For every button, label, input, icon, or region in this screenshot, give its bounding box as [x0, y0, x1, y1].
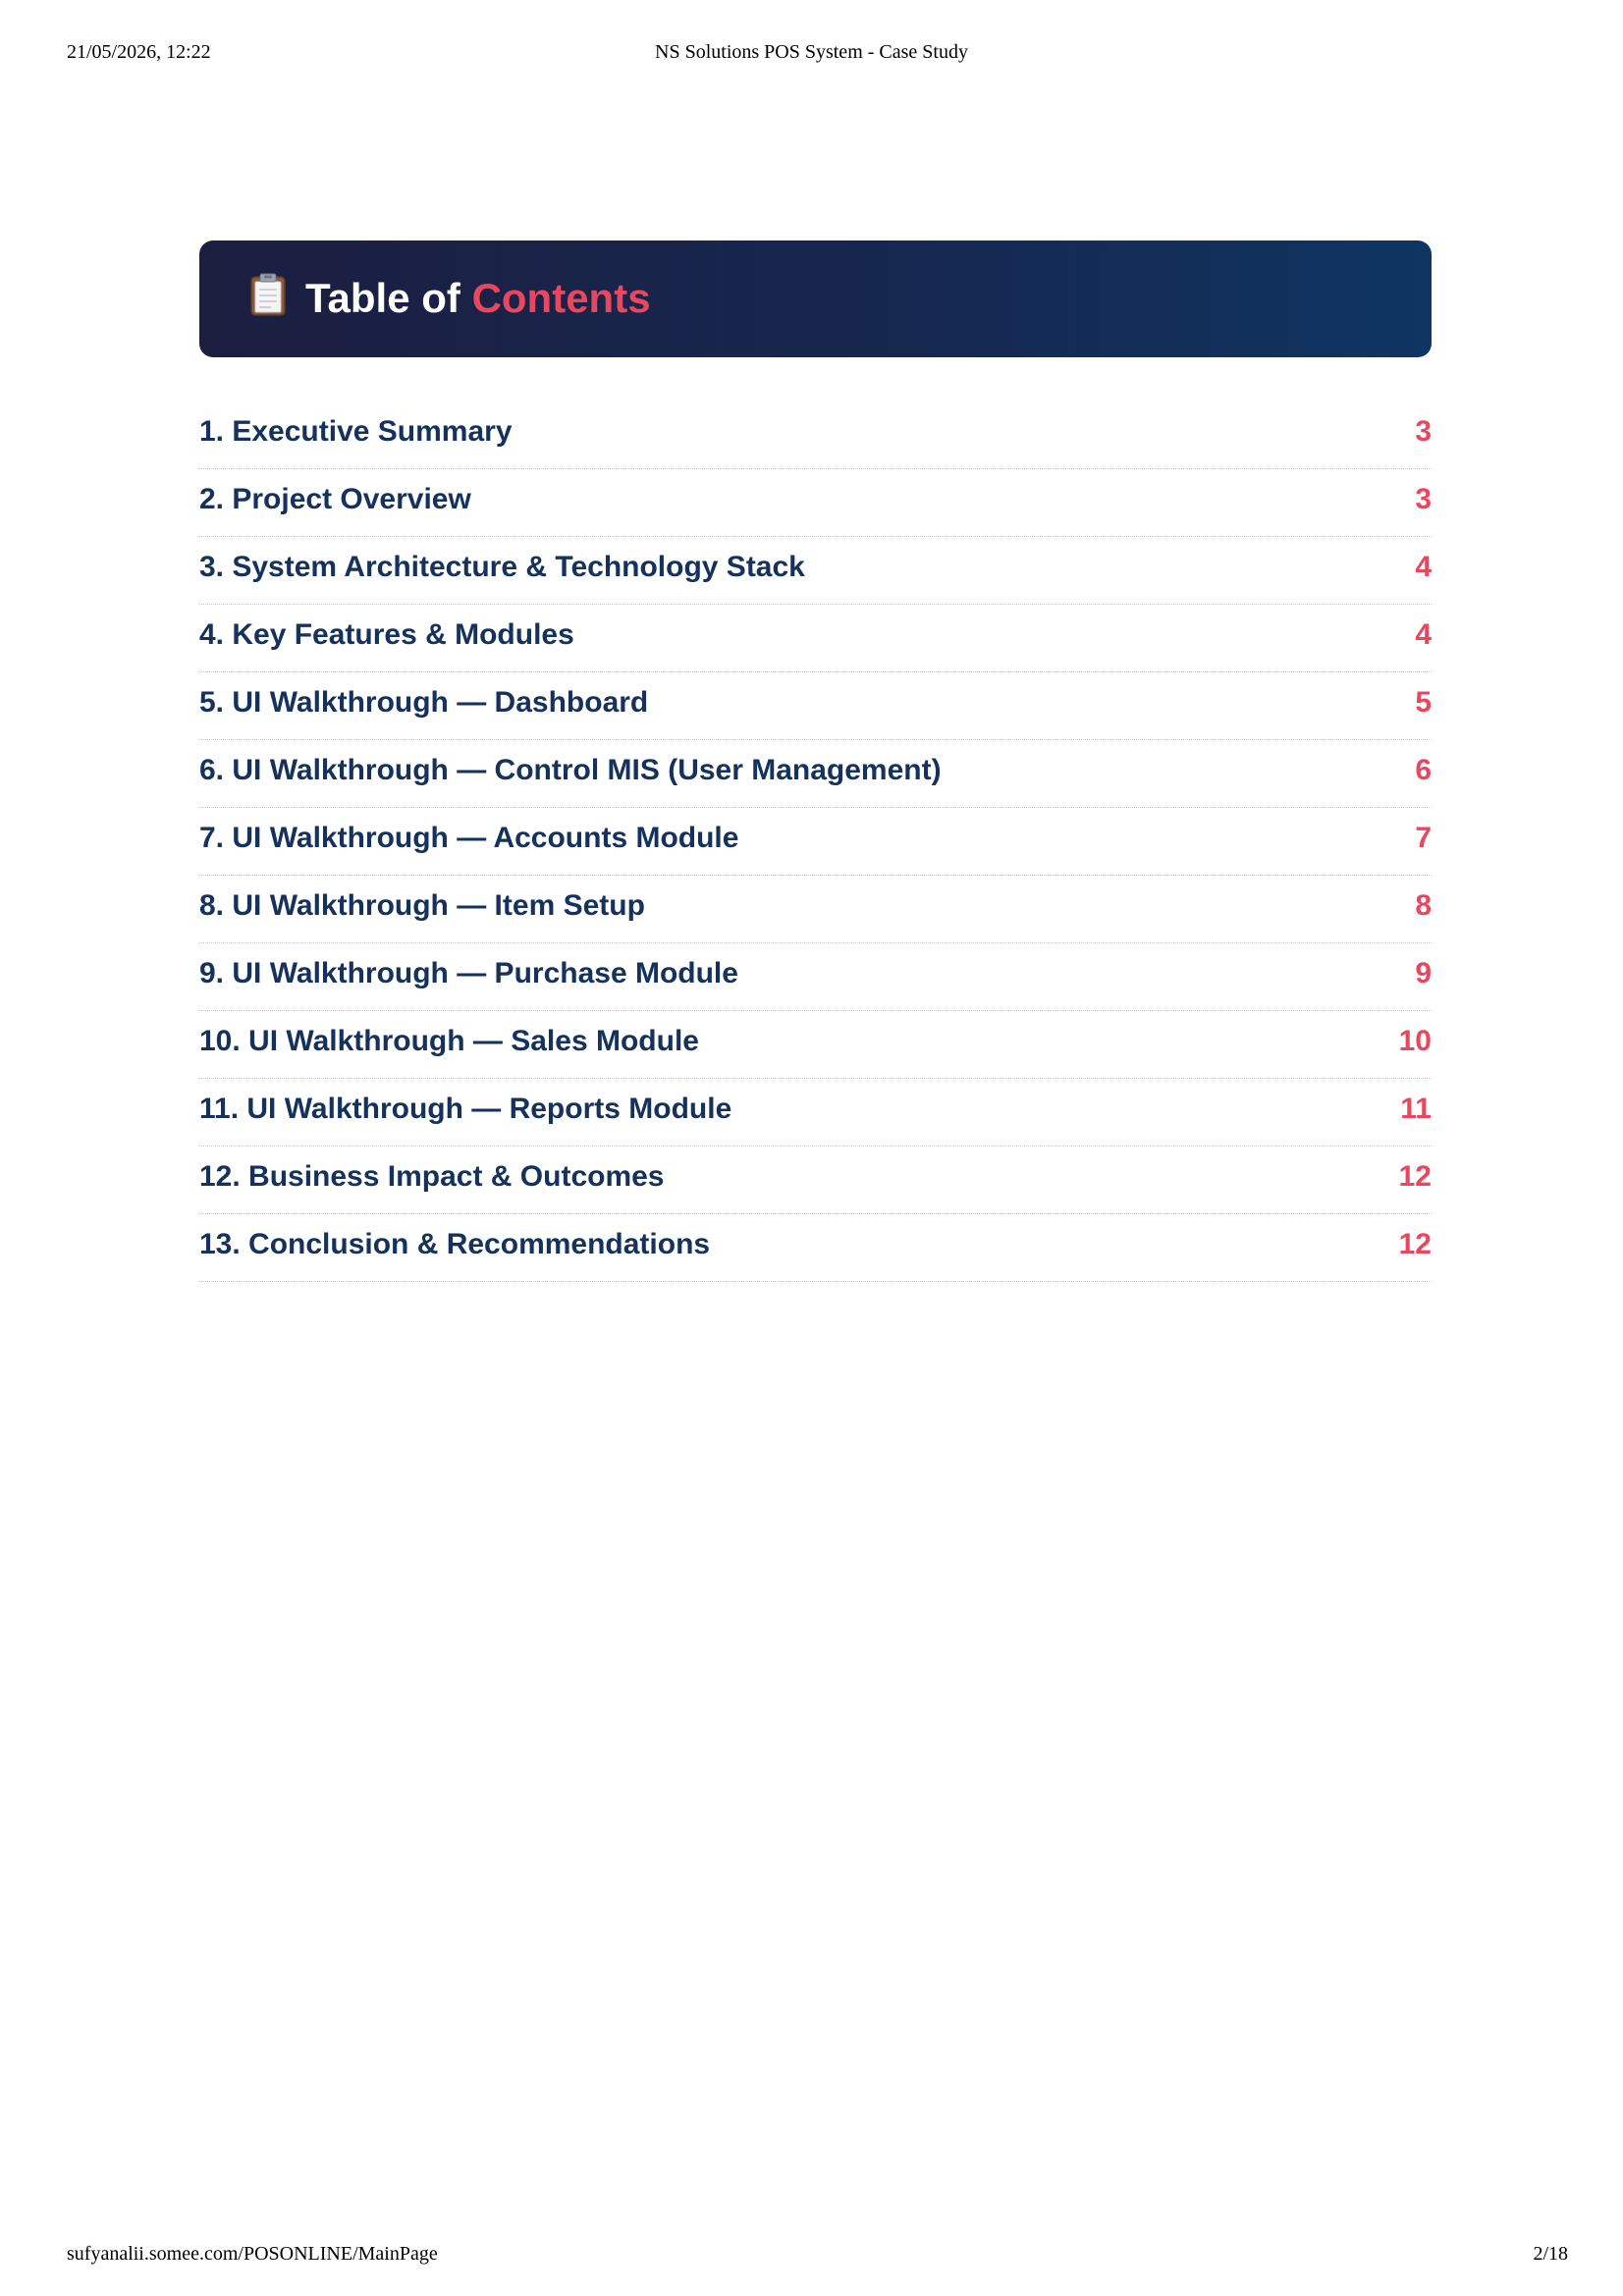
toc-heading — [305, 274, 651, 323]
toc-entry[interactable] — [199, 740, 1432, 808]
toc-entry-title[interactable]: 3. System Architecture & Technology Stack — [199, 551, 805, 583]
toc-entry[interactable] — [199, 401, 1432, 469]
toc-entry[interactable] — [199, 943, 1432, 1011]
toc-heading-text: Table of — [305, 275, 472, 321]
toc-entry[interactable] — [199, 469, 1432, 537]
print-datetime: 21/05/2026, 12:22 — [67, 41, 211, 63]
toc-entry-title[interactable]: 8. UI Walkthrough — Item Setup — [199, 889, 645, 922]
print-document-title: NS Solutions POS System - Case Study — [655, 41, 968, 63]
toc-entry-page-number[interactable]: 12 — [1398, 1228, 1432, 1260]
toc-entry-title[interactable]: 9. UI Walkthrough — Purchase Module — [199, 957, 738, 989]
toc-entry-title[interactable]: 13. Conclusion & Recommendations — [199, 1228, 711, 1260]
toc-entry-page-number[interactable]: 6 — [1415, 754, 1432, 786]
toc-entry-page-number[interactable]: 8 — [1415, 889, 1432, 922]
print-header — [0, 41, 1623, 69]
toc-entry-page-number[interactable]: 5 — [1415, 686, 1432, 719]
toc-entry[interactable] — [199, 605, 1432, 672]
toc-entry-page-number[interactable]: 10 — [1398, 1025, 1432, 1057]
toc-entry[interactable] — [199, 1079, 1432, 1147]
clipboard-icon — [250, 273, 286, 316]
print-footer — [0, 2243, 1623, 2270]
toc-entry-page-number[interactable]: 7 — [1415, 822, 1432, 854]
toc-banner — [199, 240, 1432, 357]
toc-entry-title[interactable]: 11. UI Walkthrough — Reports Module — [199, 1093, 732, 1125]
toc-entry[interactable] — [199, 876, 1432, 943]
print-url: sufyanalii.somee.com/POSONLINE/MainPage — [67, 2243, 438, 2265]
toc-entry-title[interactable]: 5. UI Walkthrough — Dashboard — [199, 686, 649, 719]
toc-entry-title[interactable]: 7. UI Walkthrough — Accounts Module — [199, 822, 739, 854]
toc-entry[interactable] — [199, 537, 1432, 605]
toc-entry-page-number[interactable]: 3 — [1415, 415, 1432, 448]
toc-entry[interactable] — [199, 808, 1432, 876]
toc-entry[interactable] — [199, 1011, 1432, 1079]
toc-list — [199, 401, 1432, 1282]
toc-entry-page-number[interactable]: 4 — [1415, 551, 1432, 583]
toc-entry-page-number[interactable]: 12 — [1398, 1160, 1432, 1193]
toc-heading-accent: Contents — [471, 275, 651, 321]
toc-entry-title[interactable]: 10. UI Walkthrough — Sales Module — [199, 1025, 699, 1057]
toc-entry-page-number[interactable]: 4 — [1415, 618, 1432, 651]
toc-entry-page-number[interactable]: 3 — [1415, 483, 1432, 515]
toc-entry[interactable] — [199, 1147, 1432, 1214]
toc-entry-title[interactable]: 12. Business Impact & Outcomes — [199, 1160, 665, 1193]
toc-entry-page-number[interactable]: 11 — [1400, 1093, 1432, 1125]
toc-entry[interactable] — [199, 672, 1432, 740]
print-page-indicator: 2/18 — [1533, 2243, 1568, 2265]
toc-entry-title[interactable]: 1. Executive Summary — [199, 415, 513, 448]
toc-entry[interactable] — [199, 1214, 1432, 1282]
toc-entry-title[interactable]: 2. Project Overview — [199, 483, 471, 515]
toc-entry-title[interactable]: 4. Key Features & Modules — [199, 618, 574, 651]
toc-entry-page-number[interactable]: 9 — [1415, 957, 1432, 989]
toc-entry-title[interactable]: 6. UI Walkthrough — Control MIS (User Management) — [199, 754, 942, 786]
